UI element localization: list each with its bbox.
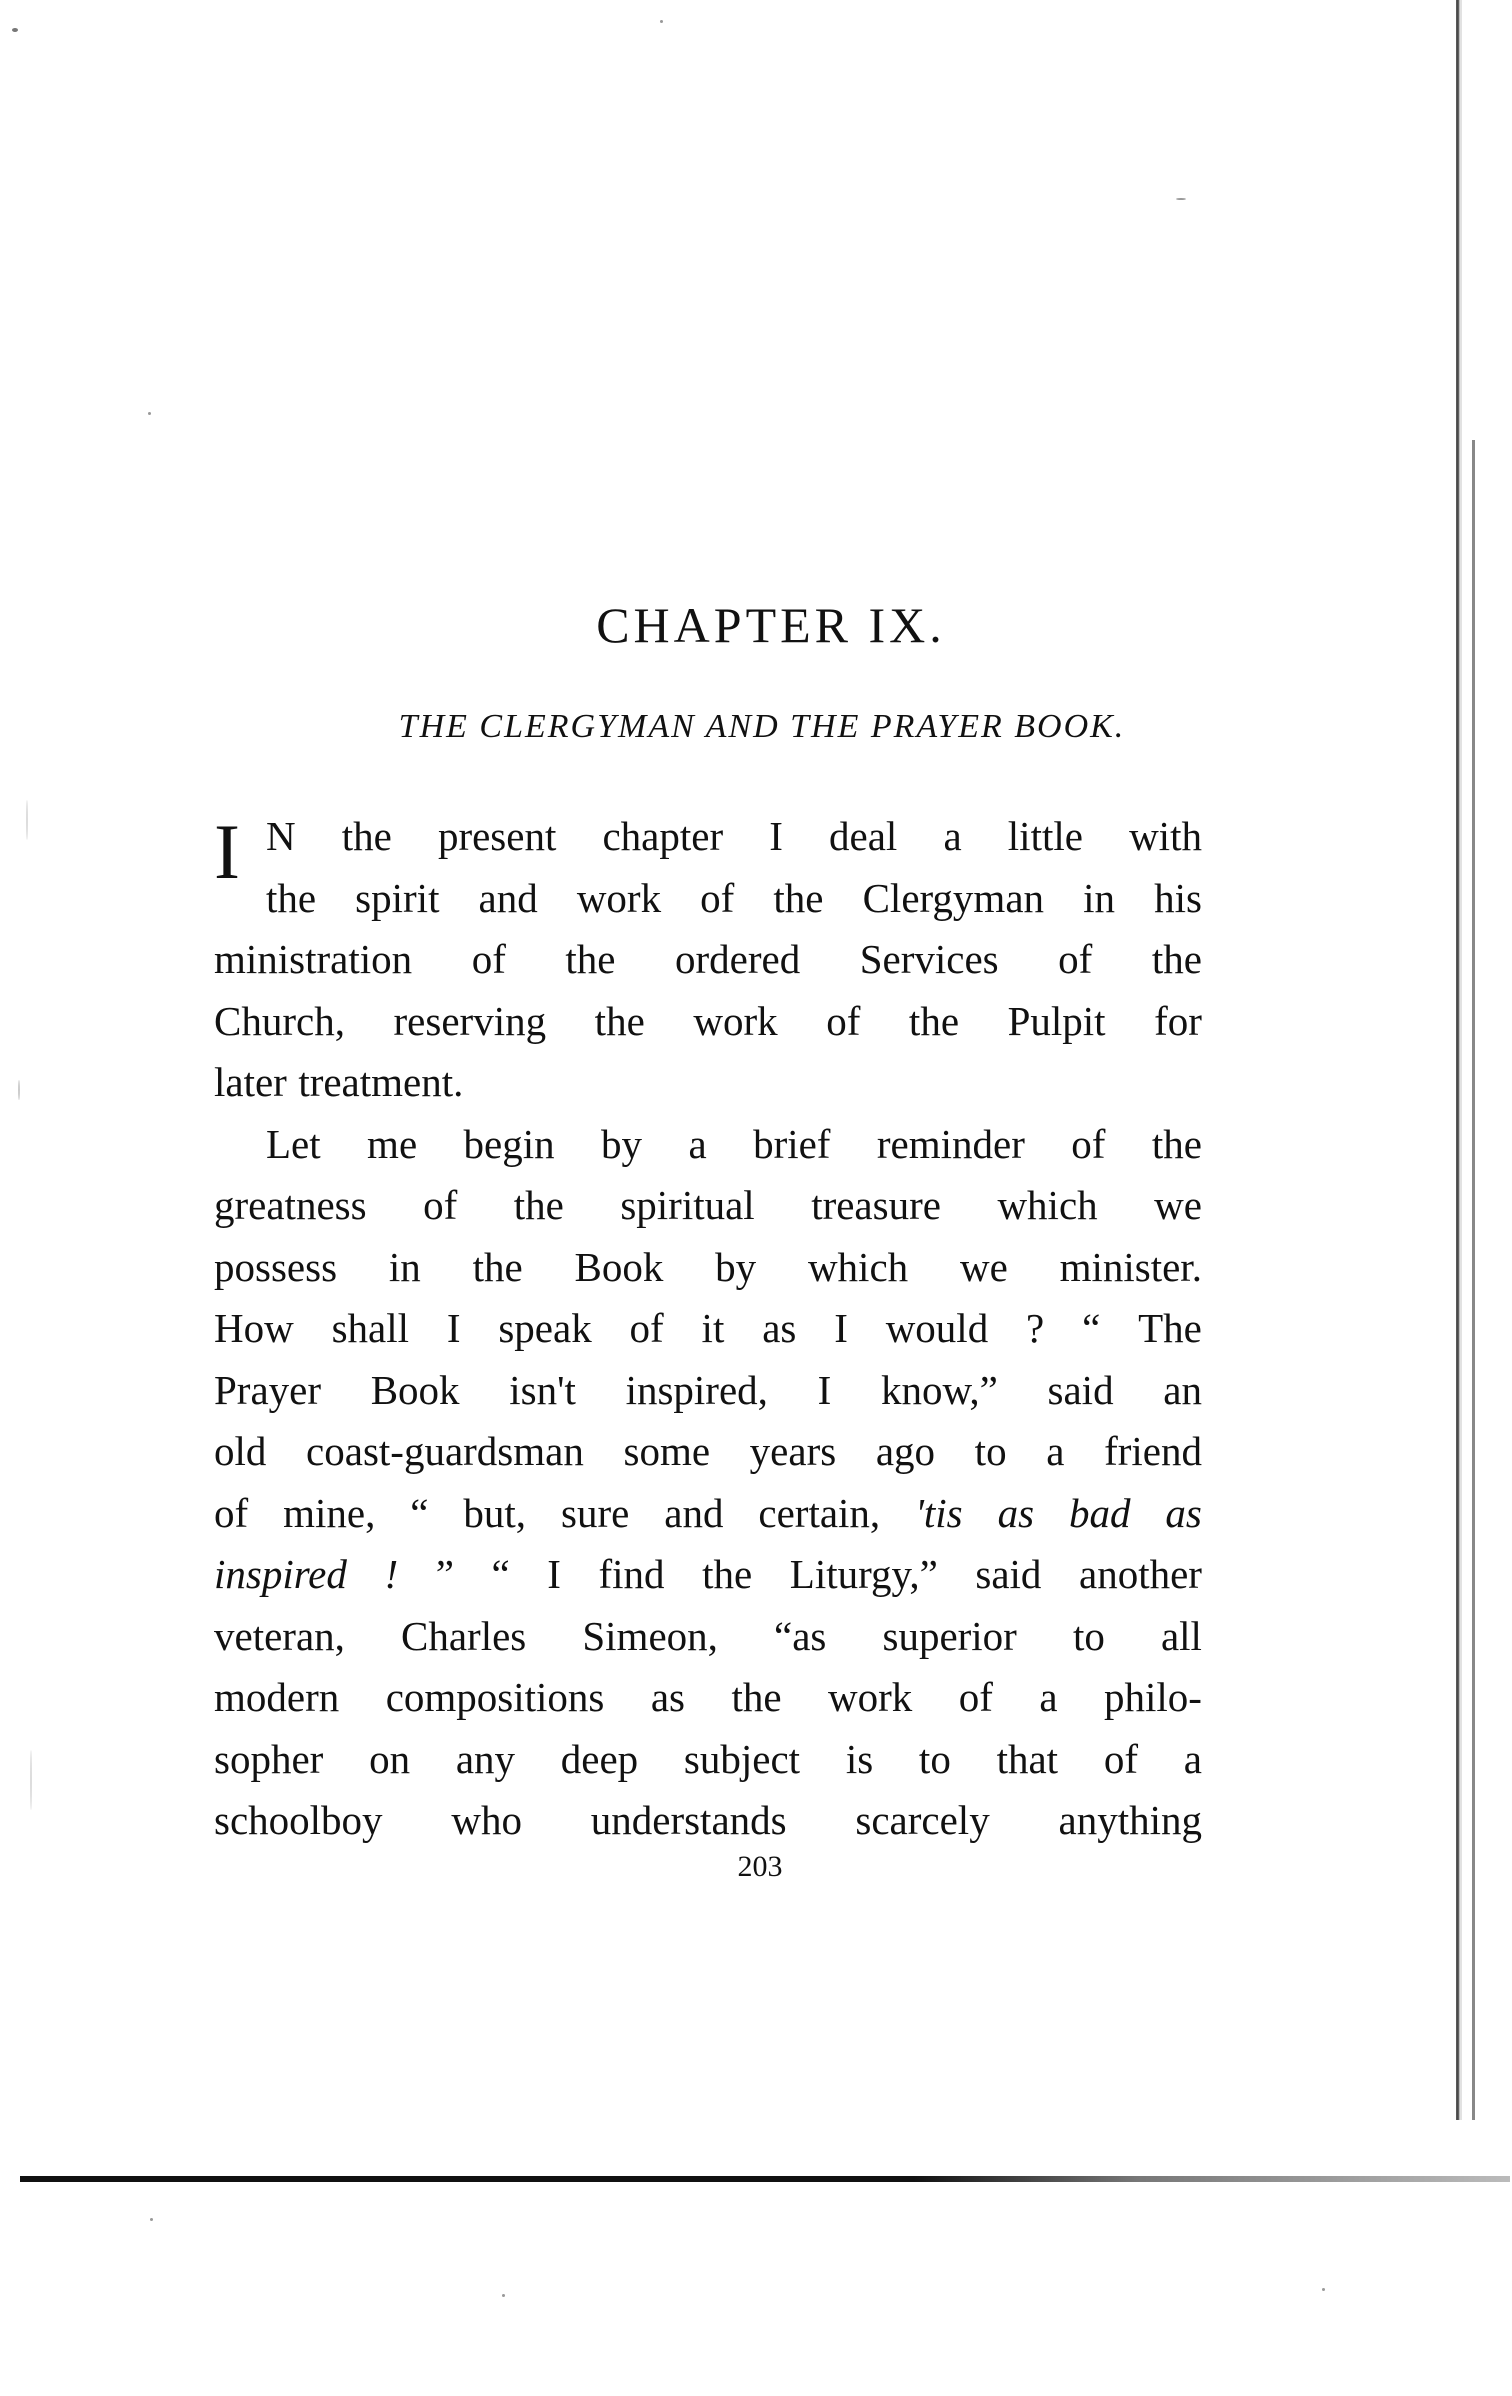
text-line: veteran, Charles Simeon, “as superior to all — [214, 1612, 1202, 1659]
text-line: ministration of the ordered Services of the — [214, 936, 1202, 982]
text-line: modern compositions as the work of a philo- — [214, 1674, 1202, 1720]
text-line: later treatment. — [214, 1059, 464, 1105]
text-line: of mine, “ but, sure and certain, 'tis as bad as — [214, 1489, 1202, 1536]
text-line: old coast-guardsman some years ago to a friend — [214, 1428, 1202, 1474]
text-line: schoolboy who understands scarcely anything — [214, 1797, 1202, 1843]
text-line: N the present chapter I deal a little with — [266, 813, 1202, 859]
text-line: possess in the Book by which we minister. — [214, 1243, 1202, 1290]
page-number: 203 — [737, 1850, 783, 1883]
binding-edge — [1456, 0, 1462, 2120]
text-line: greatness of the spiritual treasure which we — [214, 1182, 1202, 1228]
chapter-title: CHAPTER IX. — [596, 597, 946, 653]
page-bottom-edge — [20, 2176, 1510, 2182]
text-line: the spirit and work of the Clergyman in his — [266, 874, 1202, 921]
chapter-subtitle: THE CLERGYMAN AND THE PRAYER BOOK. — [398, 708, 1126, 745]
body-text — [214, 806, 1202, 1852]
text-line: Church, reserving the work of the Pulpit for — [214, 997, 1202, 1044]
text-line: Prayer Book isn't inspired, I know,” said an — [214, 1366, 1202, 1413]
text-line: inspired ! ” “ I find the Liturgy,” said another — [214, 1551, 1202, 1597]
text-lines — [214, 806, 1202, 1852]
drop-cap: I — [214, 808, 240, 895]
text-line: How shall I speak of it as I would ? “ The — [214, 1305, 1202, 1351]
text-line: sopher on any deep subject is to that of a — [214, 1735, 1202, 1782]
text-line: Let me begin by a brief reminder of the — [266, 1120, 1202, 1167]
